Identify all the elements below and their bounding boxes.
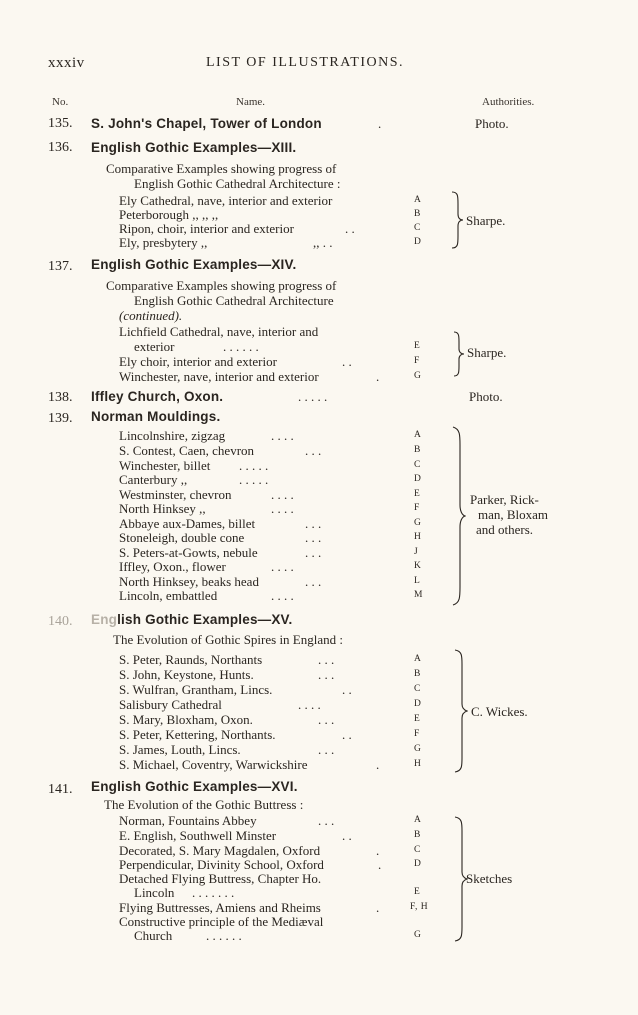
column-heading-no: No.: [52, 96, 69, 108]
list-item: S. James, Louth, Lincs.: [119, 742, 241, 757]
list-item: Iffley, Oxon., flower: [119, 559, 226, 574]
list-item: Lincoln: [134, 885, 175, 900]
leader-dots: . . . . . .: [206, 928, 242, 943]
leader-dots: . . . . . . .: [192, 885, 235, 900]
leader-dots: . . .: [318, 712, 335, 727]
leader-dots: . . . .: [271, 559, 294, 574]
figure-letter: E: [414, 341, 421, 351]
leader-dots: . . . .: [271, 487, 294, 502]
leader-dots: . . . . . .: [223, 339, 259, 354]
leader-dots: . . . . .: [239, 458, 269, 473]
leader-dots: . . .: [318, 652, 335, 667]
list-item: Westminster, chevron: [119, 487, 232, 502]
list-item: Ripon, choir, interior and exterior: [119, 221, 294, 236]
page-number: xxxiv: [48, 55, 85, 71]
list-item: Detached Flying Buttress, Chapter Ho.: [119, 871, 322, 886]
entry-number: 138.: [48, 390, 73, 405]
entry-description: The Evolution of the Gothic Buttress :: [104, 797, 304, 812]
list-item: S. Wulfran, Grantham, Lincs.: [119, 682, 273, 697]
list-item: Peterborough ,, ,, ,,: [119, 207, 219, 222]
entry-title: English Gothic Examples—XIV.: [91, 257, 297, 272]
entry-number: 136.: [48, 140, 73, 155]
leader-dots: . . . . .: [239, 472, 269, 487]
authority: Photo.: [475, 116, 509, 131]
figure-letter: B: [414, 830, 421, 840]
column-heading-name: Name.: [236, 96, 266, 108]
figure-letter: C: [414, 223, 421, 233]
leader-dots: . . . .: [271, 588, 294, 603]
column-heading-authorities: Authorities.: [482, 96, 535, 108]
figure-letter: E: [414, 489, 421, 499]
leader-dots: . . . . .: [298, 389, 328, 404]
list-item: Salisbury Cathedral: [119, 697, 222, 712]
authority-line: and others.: [476, 522, 534, 537]
list-item: Ely, presbytery ,,: [119, 235, 208, 250]
authority: C. Wickes.: [471, 704, 528, 719]
title-text: lish Gothic Examples—XV.: [117, 612, 293, 627]
list-item: Winchester, nave, interior and exterior: [119, 369, 319, 384]
list-item: S. Peter, Raunds, Northants: [119, 652, 263, 667]
figure-letter: B: [414, 445, 421, 455]
list-item: Abbaye aux-Dames, billet: [119, 516, 256, 531]
list-item: S. John, Keystone, Hunts.: [119, 667, 254, 682]
leader-dots: .: [376, 757, 380, 772]
figure-letter: C: [414, 460, 421, 470]
list-item: S. Peter, Kettering, Northants.: [119, 727, 276, 742]
figure-letter: J: [414, 547, 419, 557]
leader-dots: .: [378, 857, 382, 872]
entry-description: Comparative Examples showing progress of: [106, 278, 337, 293]
leader-dots: . .: [342, 682, 352, 697]
entry-description: Comparative Examples showing progress of: [106, 161, 337, 176]
figure-letter: B: [414, 209, 421, 219]
list-item: S. Peters-at-Gowts, nebule: [119, 545, 258, 560]
list-item: Decorated, S. Mary Magdalen, Oxford: [119, 843, 321, 858]
continued-note: (continued).: [119, 308, 183, 323]
authority: Sharpe.: [466, 213, 506, 228]
entry-description: The Evolution of Gothic Spires in England :: [113, 632, 343, 647]
figure-letter: A: [414, 195, 422, 205]
leader-dots: . . .: [318, 742, 335, 757]
authority: Sketches: [466, 871, 513, 886]
figure-letter: C: [414, 845, 421, 855]
leader-dots: . . .: [318, 667, 335, 682]
leader-dots: . . .: [305, 516, 322, 531]
leader-dots: . . .: [305, 545, 322, 560]
list-item: North Hinksey ,,: [119, 501, 206, 516]
list-item: Ely Cathedral, nave, interior and exterior: [119, 193, 333, 208]
entry-number: 135.: [48, 116, 73, 131]
leader-dots: . . .: [305, 530, 322, 545]
right-brace: [450, 190, 464, 250]
entry-title: Norman Mouldings.: [91, 409, 221, 424]
entry-title: English Gothic Examples—XIII.: [91, 140, 297, 155]
figure-letter: C: [414, 684, 421, 694]
list-item: Church: [134, 928, 173, 943]
entry-title: English Gothic Examples—XVI.: [91, 779, 298, 794]
figure-letter: A: [414, 430, 422, 440]
figure-letter: L: [414, 576, 421, 586]
leader-dots: . . . .: [271, 428, 294, 443]
figure-letter: K: [414, 561, 422, 571]
list-item: S. Mary, Bloxham, Oxon.: [119, 712, 253, 727]
leader-dots: .: [378, 116, 382, 131]
figure-letter: E: [414, 887, 421, 897]
entry-description: English Gothic Cathedral Architecture :: [134, 176, 341, 191]
leader-dots: .: [376, 843, 380, 858]
authority-line: Parker, Rick-: [470, 492, 539, 507]
figure-letter: H: [414, 532, 422, 542]
leader-dots: . .: [342, 727, 352, 742]
figure-letter: G: [414, 371, 422, 381]
figure-letter: A: [414, 815, 422, 825]
authority-line: man, Bloxam: [478, 507, 549, 522]
leader-dots: . . .: [318, 813, 335, 828]
figure-letter: G: [414, 518, 422, 528]
list-item: Flying Buttresses, Amiens and Rheims: [119, 900, 321, 915]
leader-dots: . . . .: [271, 501, 294, 516]
list-item: Lincolnshire, zigzag: [119, 428, 226, 443]
leader-dots: .: [376, 900, 380, 915]
page-title: LIST OF ILLUSTRATIONS.: [206, 55, 405, 70]
entry-number: 139.: [48, 411, 73, 426]
entry-number: 137.: [48, 259, 73, 274]
list-item: Norman, Fountains Abbey: [119, 813, 257, 828]
figure-letter: F, H: [410, 902, 429, 912]
authority: Sharpe.: [467, 345, 507, 360]
leader-dots: . . . .: [298, 697, 321, 712]
entry-title: S. John's Chapel, Tower of London: [91, 116, 322, 131]
figure-letter: D: [414, 699, 422, 709]
list-item: Constructive principle of the Mediæval: [119, 914, 324, 929]
figure-letter: H: [414, 759, 422, 769]
list-item: S. Michael, Coventry, Warwickshire: [119, 757, 308, 772]
authority: Photo.: [469, 389, 503, 404]
right-brace: [452, 330, 466, 378]
figure-letter: D: [414, 859, 422, 869]
leader-dots: . .: [342, 828, 352, 843]
list-item: Winchester, billet: [119, 458, 211, 473]
entry-title: Iffley Church, Oxon.: [91, 389, 224, 404]
leader-dots: . .: [342, 354, 352, 369]
entry-description: English Gothic Cathedral Architecture: [134, 293, 334, 308]
list-item: Lichfield Cathedral, nave, interior and: [119, 324, 319, 339]
list-item: Lincoln, embattled: [119, 588, 218, 603]
figure-letter: B: [414, 669, 421, 679]
entry-title: [91, 612, 292, 627]
list-item: North Hinksey, beaks head: [119, 574, 259, 589]
list-item: S. Contest, Caen, chevron: [119, 443, 255, 458]
list-item: Canterbury ,,: [119, 472, 188, 487]
entry-number: 140.: [48, 614, 73, 629]
figure-letter: D: [414, 237, 422, 247]
faded-text: Eng: [91, 612, 118, 627]
leader-dots: .: [376, 369, 380, 384]
figure-letter: D: [414, 474, 422, 484]
figure-letter: F: [414, 503, 420, 513]
entry-number: 141.: [48, 782, 73, 797]
right-brace: [450, 425, 466, 607]
figure-letter: F: [414, 729, 420, 739]
right-brace: [452, 648, 468, 774]
list-item: exterior: [134, 339, 175, 354]
figure-letter: E: [414, 714, 421, 724]
list-item: Stoneleigh, double cone: [119, 530, 245, 545]
list-item: Ely choir, interior and exterior: [119, 354, 277, 369]
figure-letter: F: [414, 356, 420, 366]
leader-dots: . .: [345, 221, 355, 236]
figure-letter: M: [414, 590, 423, 600]
figure-letter: G: [414, 930, 422, 940]
leader-dots: . . .: [305, 574, 322, 589]
figure-letter: G: [414, 744, 422, 754]
list-item: Perpendicular, Divinity School, Oxford: [119, 857, 324, 872]
list-item: E. English, Southwell Minster: [119, 828, 277, 843]
figure-letter: A: [414, 654, 422, 664]
leader-dots: . . .: [305, 443, 322, 458]
leader-dots: ,, . .: [313, 235, 333, 250]
